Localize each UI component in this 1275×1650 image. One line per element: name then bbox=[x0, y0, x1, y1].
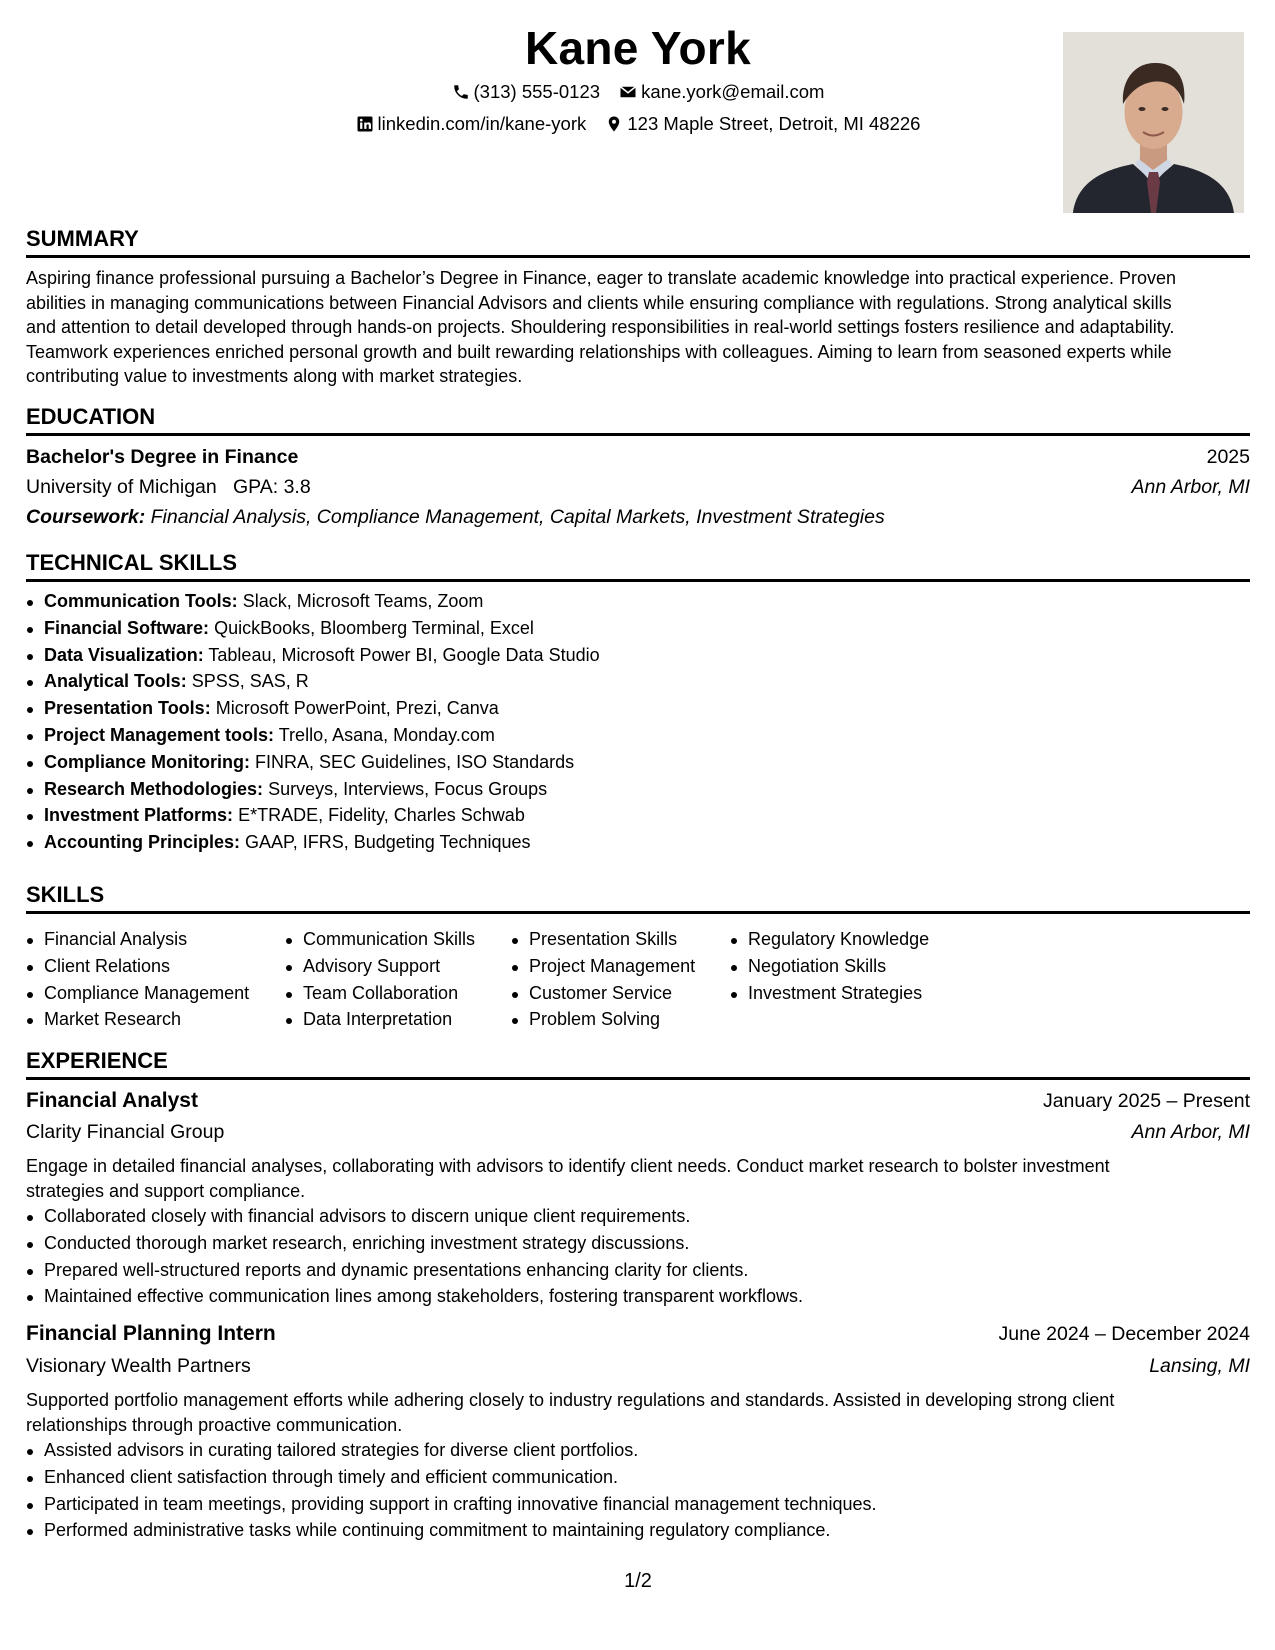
skill-item: Regulatory Knowledge bbox=[730, 926, 929, 953]
skill-values: FINRA, SEC Guidelines, ISO Standards bbox=[255, 751, 575, 772]
skill-item: Customer Service bbox=[511, 980, 695, 1007]
job-bullet: Assisted advisors in curating tailored strategies for diverse client portfolios. bbox=[26, 1437, 876, 1464]
gpa-text: GPA: 3.8 bbox=[233, 476, 311, 498]
technical-skill-item bbox=[26, 802, 600, 829]
linkedin-icon bbox=[356, 115, 374, 133]
skills-column bbox=[730, 926, 929, 1006]
job-bullet: Collaborated closely with financial advisors to discern unique client requirements. bbox=[26, 1203, 803, 1230]
technical-skills-heading: TECHNICAL SKILLS bbox=[26, 550, 238, 575]
skill-values: Slack, Microsoft Teams, Zoom bbox=[242, 591, 484, 611]
email-link[interactable]: kane.york@email.com bbox=[641, 81, 825, 102]
skill-values: GAAP, IFRS, Budgeting Techniques bbox=[245, 832, 531, 853]
profile-photo-illustration bbox=[1063, 32, 1244, 213]
email-contact[interactable] bbox=[619, 80, 824, 104]
technical-skill-item bbox=[26, 642, 600, 669]
skill-category: Project Management tools: bbox=[44, 724, 275, 745]
job-summary-line: strategies and support compliance. bbox=[26, 1180, 306, 1201]
skill-category: Analytical Tools: bbox=[44, 671, 187, 692]
job-bullet: Conducted thorough market research, enriching investment strategy discussions. bbox=[26, 1230, 803, 1257]
coursework-list: Financial Analysis, Compliance Management, Capital Markets, Investment Strategies bbox=[150, 506, 885, 528]
skill-item: Client Relations bbox=[26, 953, 249, 980]
job-summary-line: Engage in detailed financial analyses, collaborating with advisors to identify client needs. Conduct market research to bolster investment bbox=[26, 1156, 1110, 1176]
technical-skill-item bbox=[26, 588, 600, 615]
skill-item: Negotiation Skills bbox=[730, 953, 929, 980]
job-location: Lansing, MI bbox=[1149, 1355, 1250, 1377]
skill-values: E*TRADE, Fidelity, Charles Schwab bbox=[238, 805, 525, 826]
experience-divider bbox=[26, 1077, 1250, 1080]
job-summary bbox=[26, 1388, 1250, 1437]
job-bullet: Participated in team meetings, providing support in crafting innovative financial management techniques. bbox=[26, 1491, 876, 1518]
coursework bbox=[26, 504, 885, 530]
skill-item: Communication Skills bbox=[285, 926, 475, 953]
skill-item: Presentation Skills bbox=[511, 926, 695, 953]
summary-line: and attention to detail developed through hands-on projects. Shouldering responsibilities in real-world settings fosters resilience and adaptability. bbox=[26, 317, 1175, 338]
summary-line: contributing value to investments along with market strategies. bbox=[26, 366, 523, 387]
technical-skill-item bbox=[26, 668, 600, 695]
resume-page bbox=[26, 0, 1250, 1650]
job-bullets bbox=[26, 1203, 803, 1310]
skill-category: Research Methodologies: bbox=[44, 778, 264, 799]
phone-contact bbox=[452, 80, 601, 104]
education-heading: EDUCATION bbox=[26, 404, 156, 429]
skill-category: Investment Platforms: bbox=[44, 805, 234, 826]
profile-photo bbox=[1063, 32, 1244, 213]
job-summary-line: relationships through proactive communication. bbox=[26, 1414, 403, 1435]
address-contact bbox=[605, 112, 920, 136]
skill-category: Financial Software: bbox=[44, 617, 210, 638]
map-pin-icon bbox=[605, 115, 623, 133]
skill-item: Project Management bbox=[511, 953, 695, 980]
phone-icon bbox=[452, 83, 470, 101]
technical-skill-item bbox=[26, 615, 600, 642]
job-bullet: Performed administrative tasks while continuing commitment to maintaining regulatory compliance. bbox=[26, 1517, 876, 1544]
skill-item: Advisory Support bbox=[285, 953, 475, 980]
skill-category: Data Visualization: bbox=[44, 644, 204, 665]
skill-category: Accounting Principles: bbox=[44, 832, 241, 853]
school-location: Ann Arbor, MI bbox=[1131, 476, 1250, 498]
summary-divider bbox=[26, 255, 1250, 258]
education-divider bbox=[26, 433, 1250, 436]
summary-line: Aspiring finance professional pursuing a Bachelor’s Degree in Finance, eager to translate academic knowledge into practical experience. Proven bbox=[26, 268, 1176, 288]
technical-skills-list bbox=[26, 588, 600, 856]
skill-item: Data Interpretation bbox=[285, 1006, 475, 1033]
job-dates: June 2024 – December 2024 bbox=[998, 1323, 1250, 1345]
technical-skills-divider bbox=[26, 579, 1250, 582]
skills-divider bbox=[26, 911, 1250, 914]
address-text: 123 Maple Street, Detroit, MI 48226 bbox=[627, 113, 921, 134]
summary-heading: SUMMARY bbox=[26, 226, 139, 251]
job-company: Visionary Wealth Partners bbox=[26, 1355, 251, 1377]
job-dates: January 2025 – Present bbox=[1042, 1090, 1250, 1112]
linkedin-link[interactable]: linkedin.com/in/kane-york bbox=[377, 113, 587, 134]
skill-category: Communication Tools: bbox=[44, 591, 238, 611]
technical-skill-item bbox=[26, 776, 600, 803]
job-summary-line: Supported portfolio management efforts while adhering closely to industry regulations and standards. Assisted in developing strong client bbox=[26, 1390, 1115, 1410]
technical-skill-item bbox=[26, 722, 600, 749]
job-bullets bbox=[26, 1437, 876, 1544]
resume-header bbox=[26, 0, 1250, 215]
technical-skill-item bbox=[26, 829, 600, 856]
school-info bbox=[26, 474, 311, 500]
skill-values: Trello, Asana, Monday.com bbox=[278, 724, 495, 745]
school-name: University of Michigan bbox=[26, 476, 217, 498]
job-title: Financial Analyst bbox=[26, 1089, 198, 1112]
skill-item: Market Research bbox=[26, 1006, 249, 1033]
technical-skill-item bbox=[26, 695, 600, 722]
skill-item: Compliance Management bbox=[26, 980, 249, 1007]
skills-column bbox=[285, 926, 475, 1033]
job-title: Financial Planning Intern bbox=[26, 1322, 276, 1345]
summary-line: Teamwork experiences enriched personal growth and built rewarding relationships with colleagues. Aiming to learn from seasoned experts while bbox=[26, 341, 1172, 362]
skill-item: Problem Solving bbox=[511, 1006, 695, 1033]
summary-text bbox=[26, 266, 1250, 389]
skill-values: QuickBooks, Bloomberg Terminal, Excel bbox=[214, 617, 534, 638]
job-bullet: Prepared well-structured reports and dynamic presentations enhancing clarity for clients. bbox=[26, 1257, 803, 1284]
candidate-name: Kane York bbox=[525, 22, 751, 74]
skill-item: Financial Analysis bbox=[26, 926, 249, 953]
skill-item: Investment Strategies bbox=[730, 980, 929, 1007]
degree-title: Bachelor's Degree in Finance bbox=[26, 446, 299, 468]
envelope-icon bbox=[619, 83, 637, 101]
page-number: 1/2 bbox=[624, 1570, 652, 1592]
skills-column bbox=[26, 926, 249, 1033]
skill-values: Surveys, Interviews, Focus Groups bbox=[268, 778, 548, 799]
job-bullet: Maintained effective communication lines among stakeholders, fostering transparent workflows. bbox=[26, 1283, 803, 1310]
linkedin-contact[interactable] bbox=[356, 112, 587, 136]
job-bullet: Enhanced client satisfaction through timely and efficient communication. bbox=[26, 1464, 876, 1491]
skills-column bbox=[511, 926, 695, 1033]
skill-values: SPSS, SAS, R bbox=[191, 671, 309, 692]
job-location: Ann Arbor, MI bbox=[1131, 1121, 1250, 1143]
skill-item: Team Collaboration bbox=[285, 980, 475, 1007]
skills-heading: SKILLS bbox=[26, 882, 105, 907]
job-company: Clarity Financial Group bbox=[26, 1121, 225, 1143]
skill-values: Tableau, Microsoft Power BI, Google Data Studio bbox=[208, 644, 600, 665]
phone-text: (313) 555-0123 bbox=[473, 81, 601, 102]
skill-category: Presentation Tools: bbox=[44, 698, 211, 719]
technical-skill-item bbox=[26, 749, 600, 776]
skill-values: Microsoft PowerPoint, Prezi, Canva bbox=[215, 698, 499, 719]
job-summary bbox=[26, 1154, 1250, 1203]
coursework-label: Coursework: bbox=[26, 506, 146, 528]
experience-heading: EXPERIENCE bbox=[26, 1048, 168, 1073]
graduation-year: 2025 bbox=[1206, 446, 1250, 468]
summary-line: abilities in managing communications between Financial Advisors and clients while ensuring compliance with regulations. Strong analytical skills bbox=[26, 292, 1172, 313]
skill-category: Compliance Monitoring: bbox=[44, 751, 250, 772]
